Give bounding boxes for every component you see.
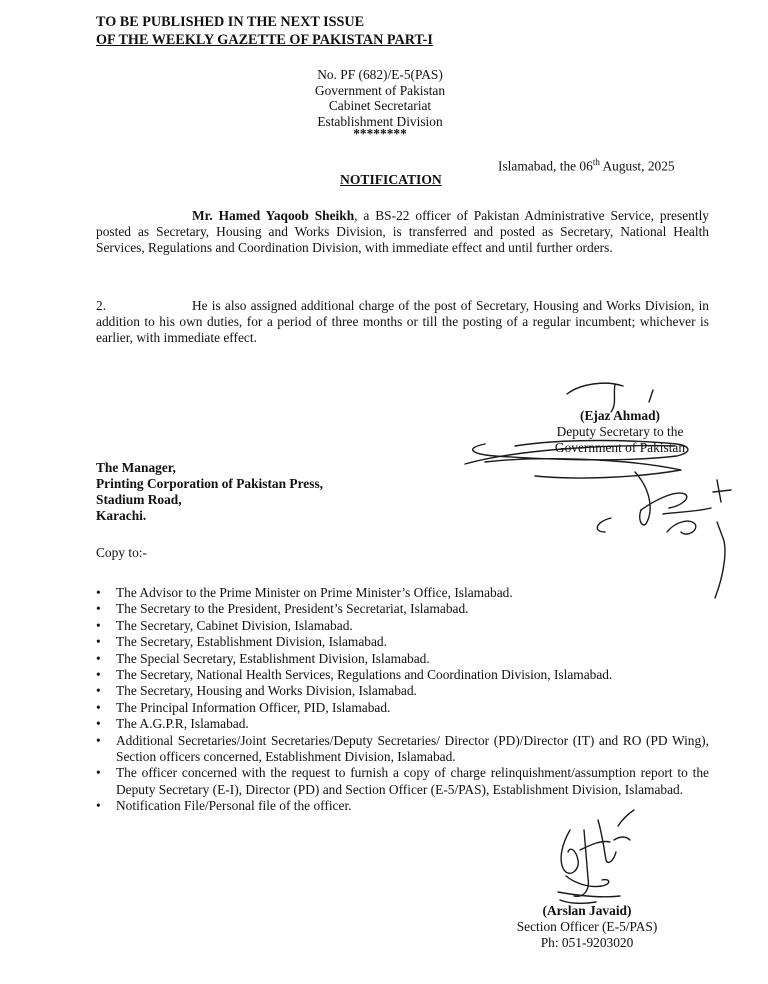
addressee-line-1: The Manager, [96,460,176,475]
list-item: • The Secretary to the President, President’s Secretariat, Islamabad. [96,601,469,617]
paragraph-2-text: He is also assigned additional charge of the post of Secretary, Housing and Works Division, in addition to his own duties, for a period of three months or till the posting of a regular incumbent; whichever is earlier, with immediate effect. [96,298,709,346]
page-title: NOTIFICATION [340,172,442,187]
bullet-icon: • [96,585,101,600]
addressee-line-3: Stadium Road, [96,492,182,507]
list-item: • The Secretary, Cabinet Division, Islamabad. [96,617,353,633]
addressee-line-2: Printing Corporation of Pakistan Press, [96,476,324,491]
officer-name: Mr. Hamed Yaqoob Sheikh [192,208,355,223]
secretariat-name: Cabinet Secretariat [328,98,432,113]
date-line [498,154,708,174]
signatory-2-phone: Ph: 051-9203020 [540,935,634,950]
date-superscript: th [592,157,600,167]
signature-scribble-1 [455,372,755,602]
bullet-icon: • [96,601,101,617]
signatory-2-title: Section Officer (E-5/PAS) [516,919,658,934]
list-item: • The A.G.P.R, Islamabad. [96,716,249,732]
list-item: • The Advisor to the Prime Minister on Prime Minister’s Office, Islamabad. [96,585,513,600]
paragraph-1-text: , a BS-22 officer of Pakistan Administrative Service, presently posted as Secretary, Housing and Works Division, is transferred and posted as Secretary, National Health Services, Regulations and Coordination Division, with immediate effect and until further orders. [96,208,709,256]
paragraph-1 [96,208,709,257]
list-item: • The Secretary, Housing and Works Division, Islamabad. [96,683,417,699]
list-item: • The Special Secretary, Establishment Division, Islamabad. [96,650,430,666]
list-item: • The Secretary, Establishment Division, Islamabad. [96,634,387,650]
signature-scribble-2 [540,800,660,910]
bullet-icon: • [96,683,101,699]
bullet-icon: • [96,634,101,650]
paragraph-number: 2. [96,298,107,313]
bullet-icon: • [96,699,101,715]
division-name: Establishment Division [317,113,443,129]
signatory-1-name: (Ejaz Ahmad) [580,408,660,423]
signatory-2-name: (Arslan Javaid) [542,903,632,918]
copy-to-label: Copy to:- [96,545,147,560]
paragraph-2 [96,298,709,347]
signatory-2 [497,903,677,951]
publish-line-1: TO BE PUBLISHED IN THE NEXT ISSUE [96,14,365,30]
government-name: Government of Pakistan [314,82,446,98]
reference-block [300,67,460,139]
date-prefix: Islamabad, the 06 [498,158,593,174]
list-item: • The Principal Information Officer, PID, Islamabad. [96,699,391,715]
publication-heading [96,13,433,49]
list-item: • Notification File/Personal file of the officer. [96,798,352,814]
date-suffix: August, 2025 [599,158,675,174]
bullet-icon: • [96,617,101,633]
bullet-icon: • [96,716,101,732]
stars-divider: ******** [353,126,407,141]
addressee-line-4: Karachi. [96,508,147,523]
bullet-icon: • [96,798,101,814]
list-item: • Additional Secretaries/Joint Secretaries/Deputy Secretaries/ Director (PD)/Director (IT) and RO (PD Wing), Section officers concerned, Establishment Division, Islamabad. [96,732,709,765]
list-item: • The Secretary, National Health Services, Regulations and Coordination Division, Islamabad. [96,667,613,683]
bullet-icon: • [96,765,101,781]
bullet-icon: • [96,667,101,683]
signatory-1 [520,408,720,456]
bullet-icon: • [96,732,101,748]
signatory-1-title-1: Deputy Secretary to the [556,424,684,439]
list-item: • The officer concerned with the request to furnish a copy of charge relinquishment/assumption report to the Deputy Secretary (E-I), Director (PD) and Section Officer (E-5/PAS), Establishment Division, Islamabad. [96,765,709,797]
publish-line-2: OF THE WEEKLY GAZETTE OF PAKISTAN PART-I [96,32,433,48]
reference-number: No. PF (682)/E-5(PAS) [317,67,443,82]
copy-to-list [96,585,709,815]
signatory-1-title-2: Government of Pakistan [554,440,686,455]
bullet-icon: • [96,650,101,666]
addressee-block [96,460,323,524]
